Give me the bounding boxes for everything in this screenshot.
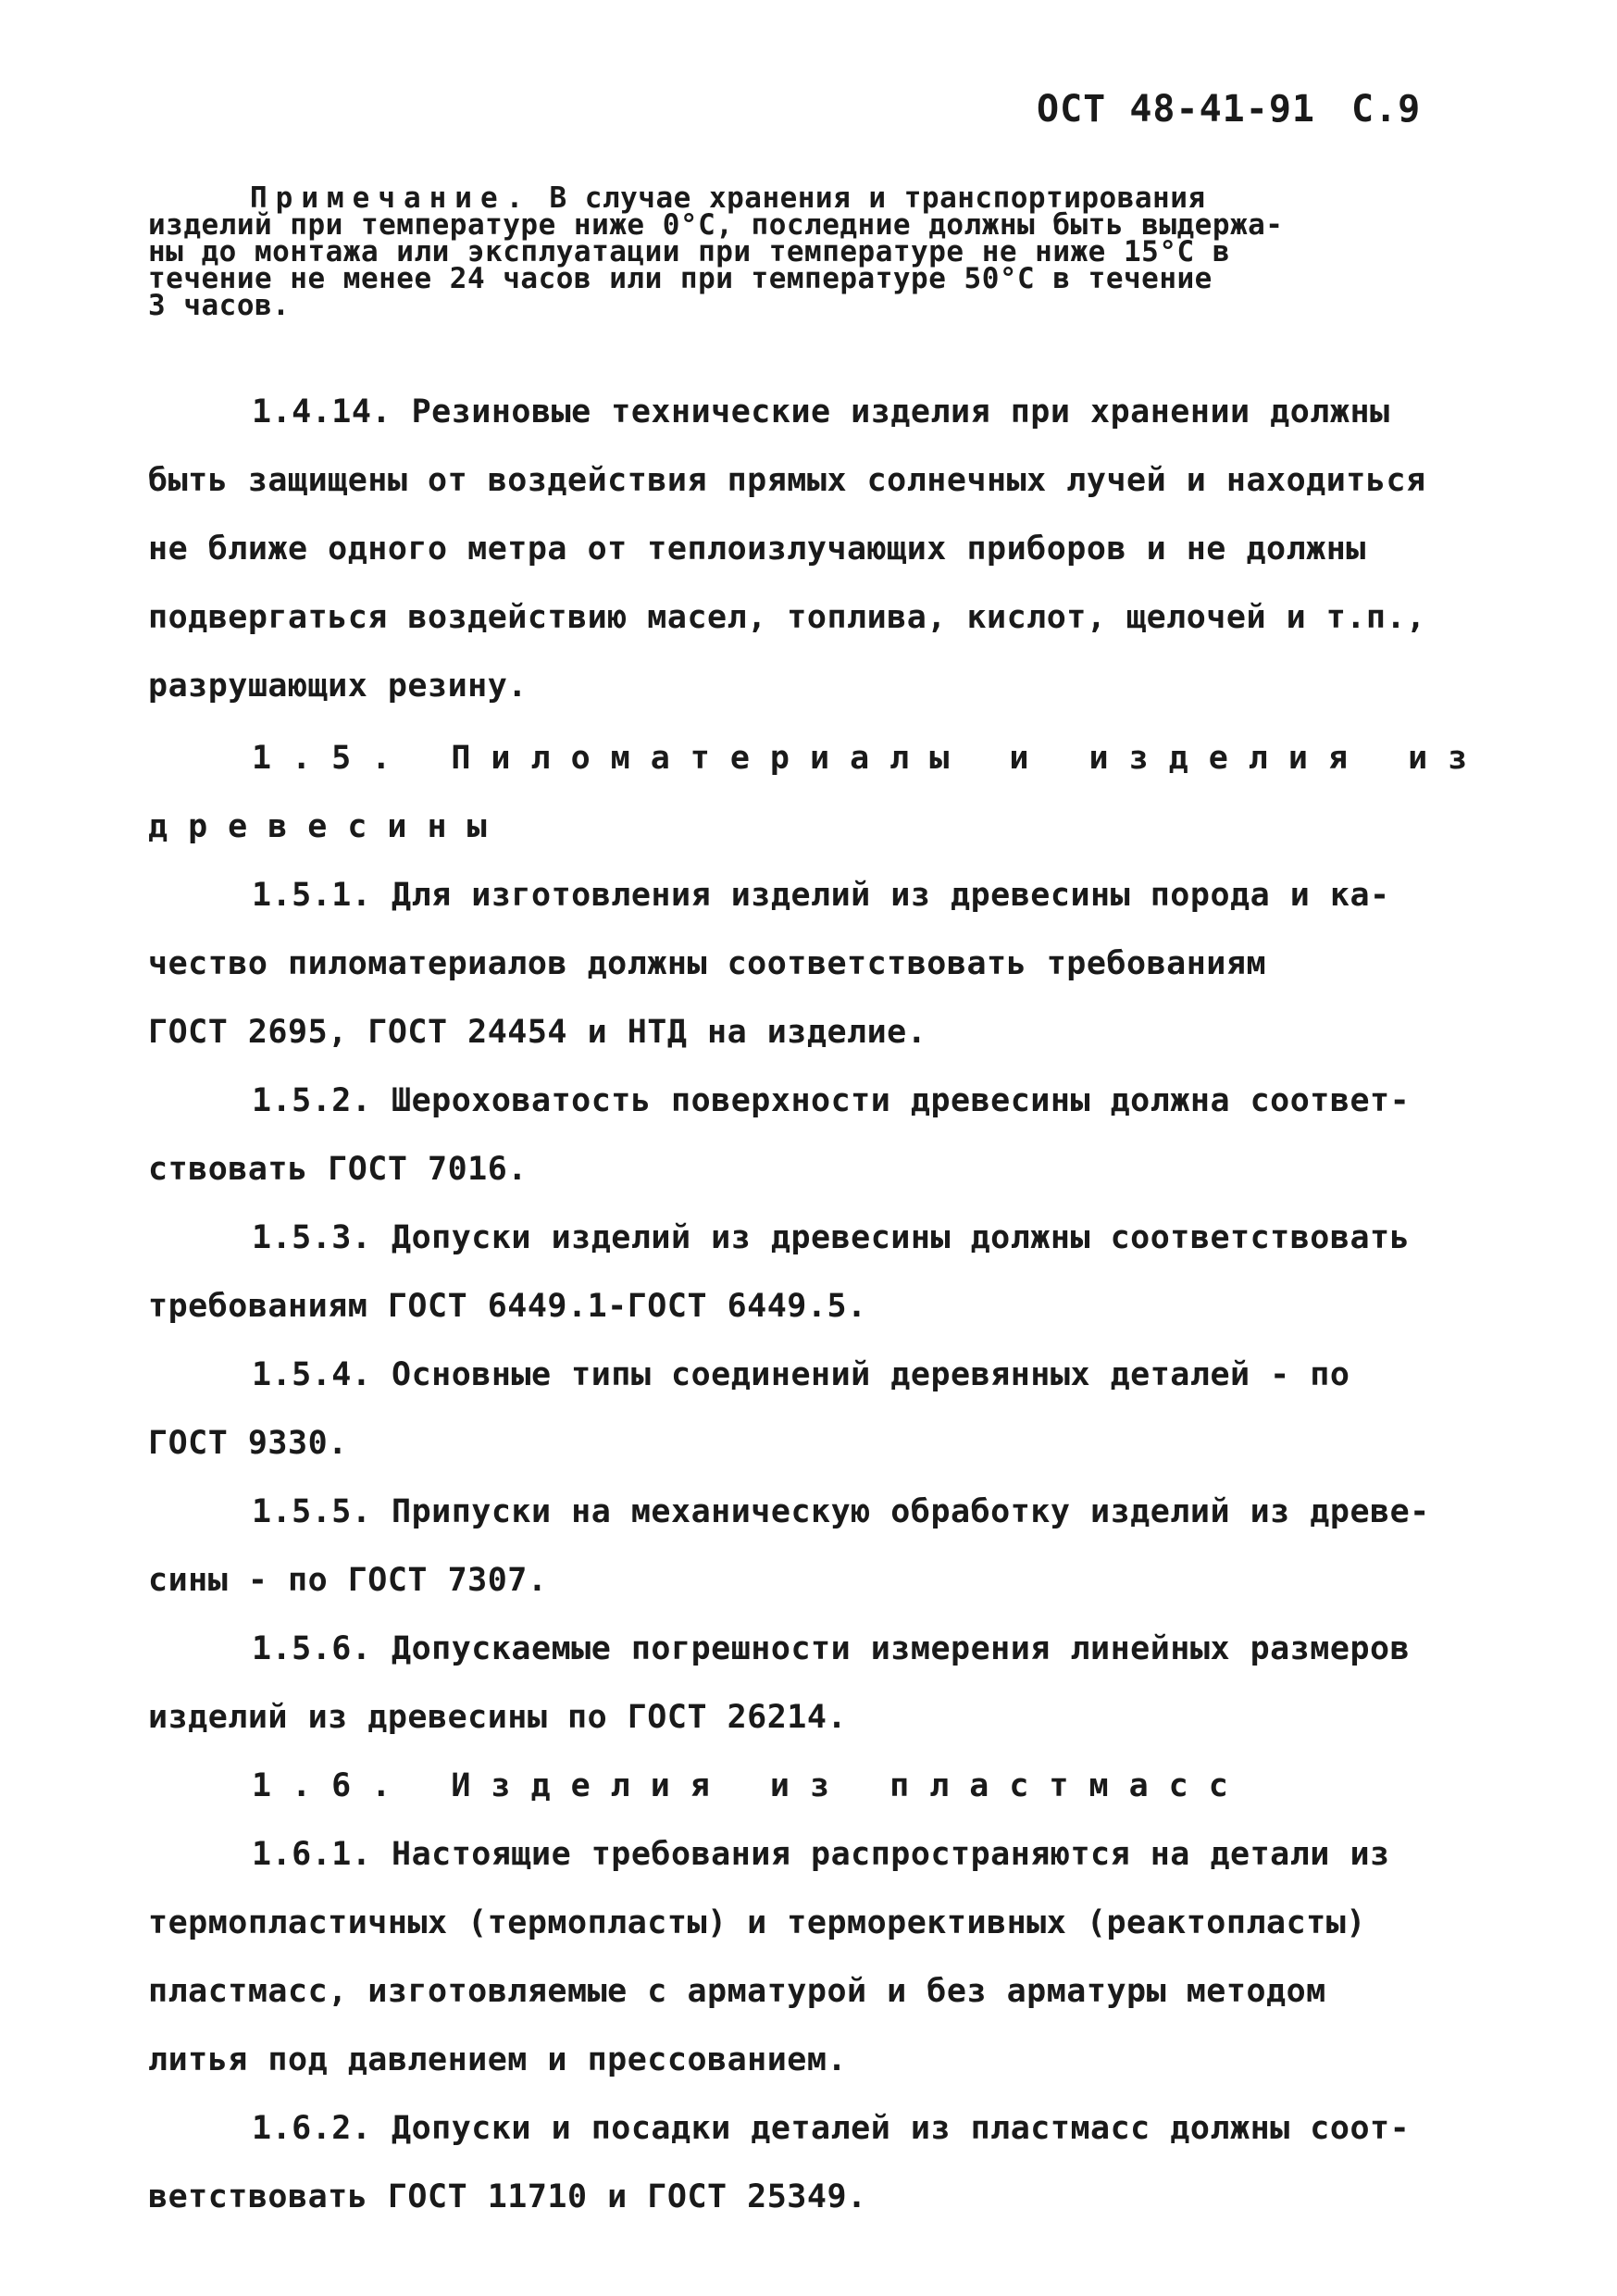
text-line: термопластичных (термопласты) и терморективных (реактопласты) [148, 1904, 1366, 1941]
text-line: ветствовать ГОСТ 11710 и ГОСТ 25349. [148, 2178, 867, 2215]
note-line: течение не менее 24 часов или при температуре 50°С в течение [148, 262, 1213, 295]
text-line: требованиям ГОСТ 6449.1-ГОСТ 6449.5. [148, 1288, 867, 1325]
text-line: чество пиломатериалов должны соответствовать требованиям [148, 945, 1267, 982]
text-line: сины - по ГОСТ 7307. [148, 1562, 548, 1599]
standard-code: ОСТ 48-41-91 [1037, 88, 1315, 131]
text-line: ГОСТ 9330. [148, 1425, 348, 1462]
paragraph-1-5-2: 1.5.2. Шероховатость поверхности древесины должна соответ- [252, 1082, 1411, 1119]
paragraph-1-6-1: 1.6.1. Настоящие требования распространяются на детали из [252, 1836, 1390, 1873]
paragraph-1-5-1: 1.5.1. Для изготовления изделий из древесины порода и ка- [252, 877, 1390, 914]
text-line: литья под давлением и прессованием. [148, 2041, 848, 2078]
note-line: изделий при температуре ниже 0°С, последние должны быть выдержа- [148, 208, 1284, 242]
page-header [1018, 81, 1518, 137]
text-line: разрушающих резину. [148, 668, 528, 705]
text-line: пластмасс, изготовляемые с арматурой и без арматуры методом [148, 1973, 1326, 2010]
paragraph-1-6-2: 1.6.2. Допуски и посадки деталей из пластмасс должны соот- [252, 2110, 1411, 2147]
section-heading-1-5: 1.5. Пиломатериалы и изделия из [252, 740, 1488, 777]
note-line: 3 часов. [148, 289, 291, 322]
note-label: Примечание. [250, 181, 532, 215]
text-line: быть защищены от воздействия прямых солнечных лучей и находиться [148, 462, 1426, 499]
text-line: ствовать ГОСТ 7016. [148, 1151, 528, 1188]
text-line: подвергаться воздействию масел, топлива, кислот, щелочей и т.п., [148, 599, 1426, 636]
text-line: ГОСТ 2695, ГОСТ 24454 и НТД на изделие. [148, 1014, 927, 1051]
section-heading-1-6: 1.6. Изделия из пластмасс [252, 1767, 1249, 1804]
paragraph-1-5-3: 1.5.3. Допуски изделий из древесины должны соответствовать [252, 1219, 1411, 1256]
note-line: В случае хранения и транспортирования [531, 181, 1206, 215]
paragraph-1-5-4: 1.5.4. Основные типы соединений деревянных деталей - по [252, 1356, 1350, 1393]
text-line: не ближе одного метра от теплоизлучающих приборов и не должны [148, 530, 1366, 568]
paragraph-1-4-14: 1.4.14. Резиновые технические изделия при хранении должны [252, 393, 1390, 430]
section-heading-1-5-cont: древесины [148, 808, 507, 845]
text-line: изделий из древесины по ГОСТ 26214. [148, 1699, 848, 1736]
note-line: ны до монтажа или эксплуатации при температуре не ниже 15°С в [148, 235, 1230, 268]
paragraph-1-5-6: 1.5.6. Допускаемые погрешности измерения линейных размеров [252, 1630, 1411, 1667]
paragraph-1-5-5: 1.5.5. Припуски на механическую обработку изделий из древе- [252, 1493, 1430, 1530]
note-block [148, 181, 1499, 322]
page-number: С.9 [1351, 88, 1422, 131]
